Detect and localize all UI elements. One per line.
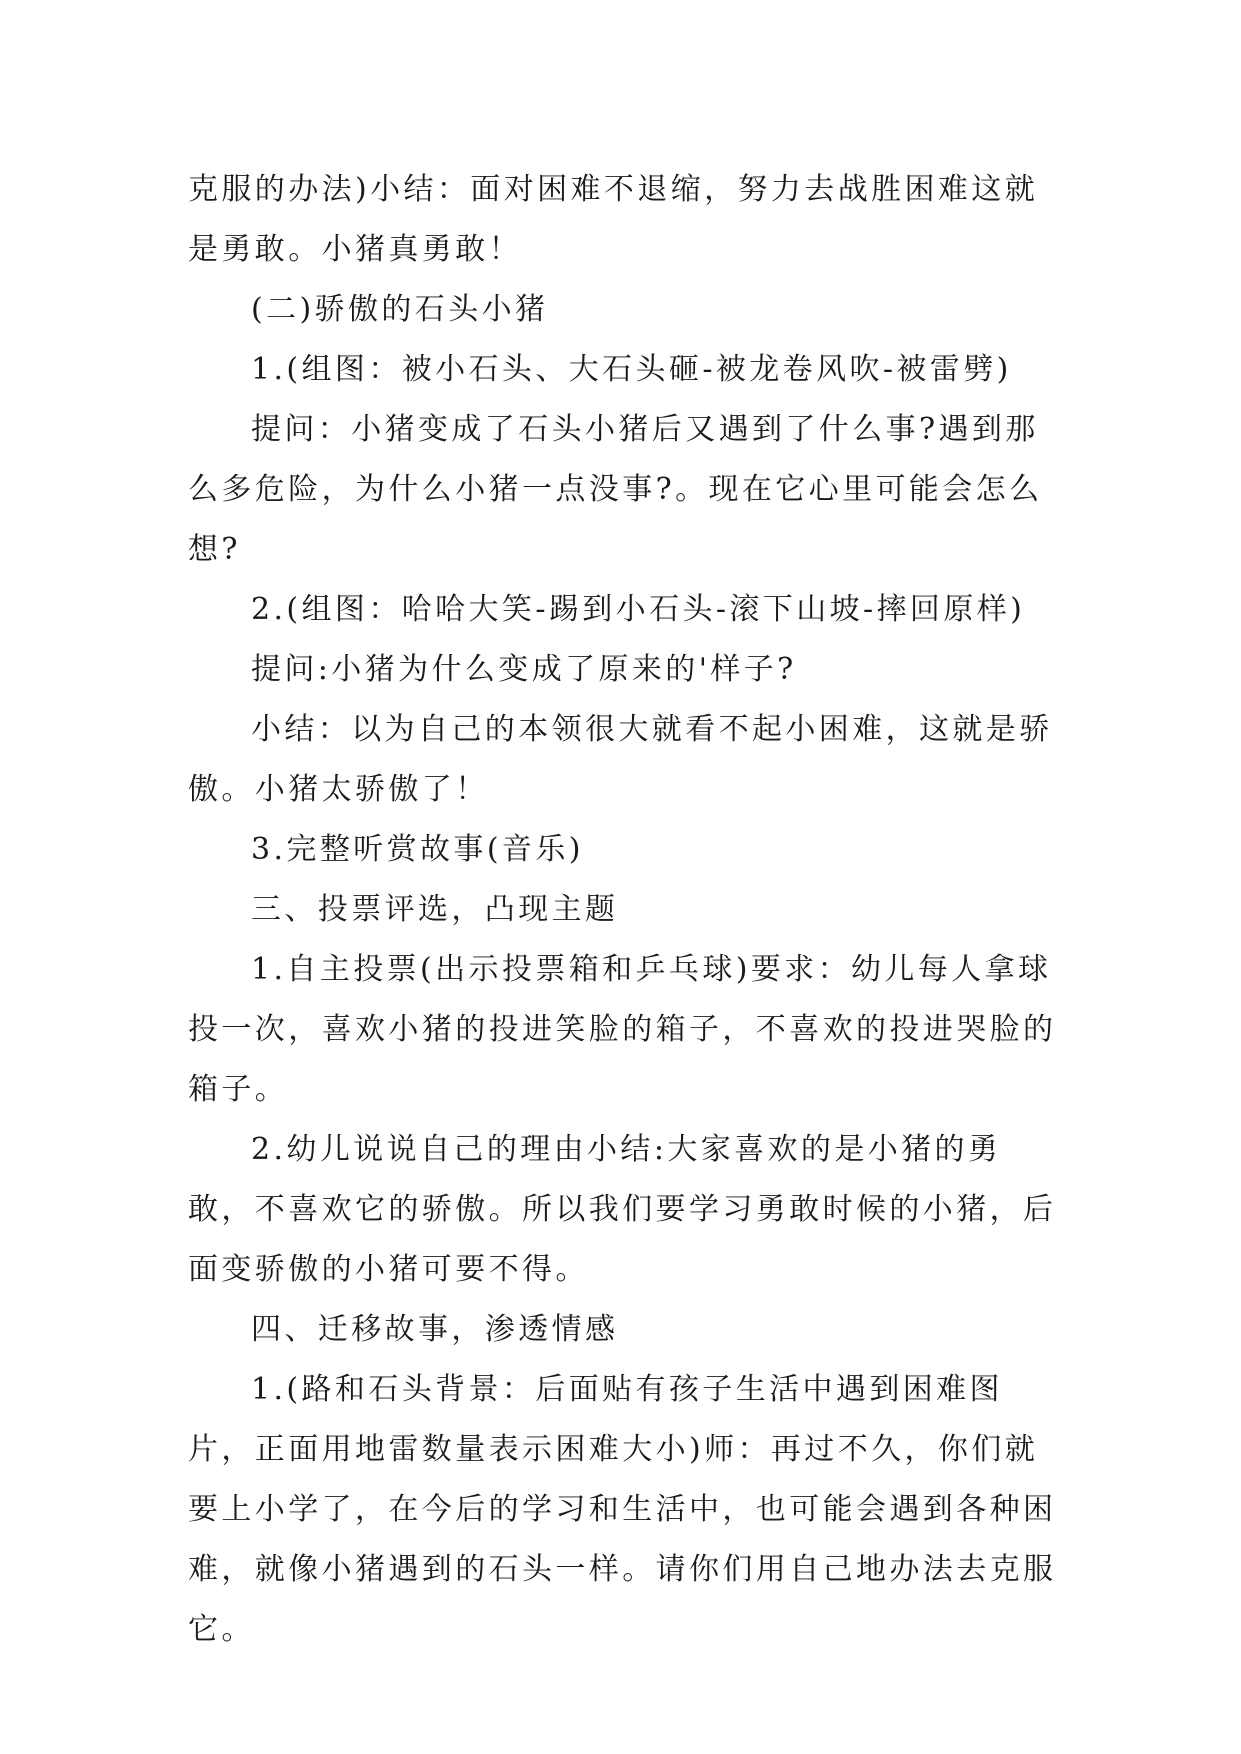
- paragraph: 提问:小猪为什么变成了原来的'样子?: [251, 652, 797, 687]
- paragraph: 1.自主投票(出示投票箱和乒乓球)要求：幼儿每人拿球投一次，喜欢小猪的投进笑脸的箱子，不喜欢的投进哭脸的箱子。: [188, 952, 1057, 1107]
- paragraph: 2.幼儿说说自己的理由小结:大家喜欢的是小猪的勇敢，不喜欢它的骄傲。所以我们要学习勇敢时候的小猪，后面变骄傲的小猪可要不得。: [188, 1132, 1057, 1287]
- paragraph: 1.(组图：被小石头、大石头砸-被龙卷风吹-被雷劈): [251, 352, 1012, 387]
- section-heading: (二)骄傲的石头小猪: [251, 292, 549, 327]
- section-heading: 四、迁移故事，渗透情感: [251, 1312, 619, 1347]
- paragraph: 3.完整听赏故事(音乐): [251, 832, 584, 867]
- paragraph: 克服的办法)小结：面对困难不退缩，努力去战胜困难这就是勇敢。小猪真勇敢！: [188, 172, 1039, 267]
- document-body: [188, 160, 1063, 1660]
- paragraph: 小结：以为自己的本领很大就看不起小困难，这就是骄傲。小猪太骄傲了！: [188, 712, 1053, 807]
- paragraph: 1.(路和石头背景：后面贴有孩子生活中遇到困难图片，正面用地雷数量表示困难大小)师：再过不久，你们就要上小学了，在今后的学习和生活中，也可能会遇到各种困难，就像小猪遇到的石头一样。请你们用自己地办法去克服它。: [188, 1372, 1057, 1647]
- paragraph: 提问：小猪变成了石头小猪后又遇到了什么事?遇到那么多危险，为什么小猪一点没事?。现在它心里可能会怎么想?: [188, 412, 1043, 567]
- section-heading: 三、投票评选，凸现主题: [251, 892, 619, 927]
- paragraph: 2.(组图：哈哈大笑-踢到小石头-滚下山坡-摔回原样): [251, 592, 1026, 627]
